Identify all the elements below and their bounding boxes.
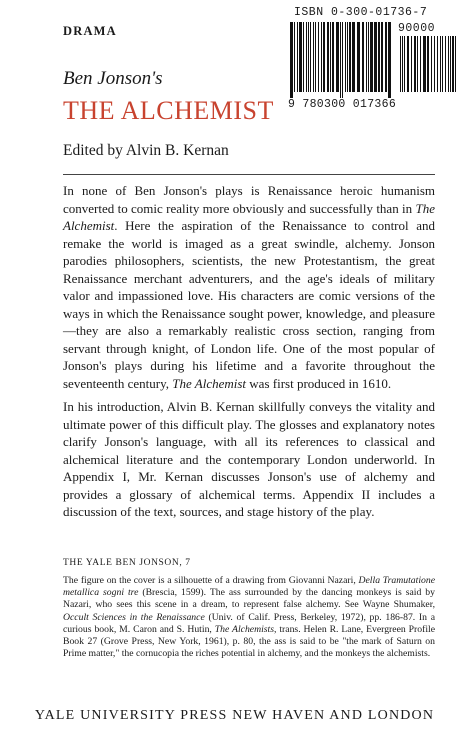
isbn-barcode [288, 6, 460, 118]
barcode-bar [362, 22, 364, 92]
barcode-bar [370, 22, 373, 92]
ean-bars [290, 22, 392, 98]
cover-note-text: (Brescia, 1599). The ass surrounded by the dancing monkeys is said by Nazari, who sees this scene in a dream, to represent false alchemy. See Wayne Shumaker, [63, 587, 435, 611]
barcode-bar [378, 22, 380, 92]
isbn-label: ISBN 0-300-01736-7 [294, 6, 428, 19]
barcode-bar [374, 22, 377, 92]
cover-note [63, 575, 435, 660]
barcode-bar [352, 22, 355, 92]
editor-credit: Edited by Alvin B. Kernan [63, 142, 229, 159]
barcode-bar [400, 36, 401, 92]
barcode-bar [310, 22, 311, 92]
barcode-bar [440, 36, 441, 92]
barcode-bar [294, 22, 295, 92]
cover-note-italic: The Alchemists [214, 623, 275, 635]
barcode-bar [327, 22, 329, 92]
barcode-bar [315, 22, 316, 92]
author-name: Ben Jonson's [63, 68, 163, 89]
barcode-bar [340, 22, 341, 98]
cover-note-text: The figure on the cover is a silhouette of a drawing from Giovanni Nazari, [63, 575, 359, 586]
barcode-bar [313, 22, 314, 92]
cover-note-text: , trans. Helen R. Lane, Evergreen Profile Book 27 (Grove Press, New York, 1961), p. 80, the ass is said to be "the mark of Saturn on Prime matter," the cornucopia the riches potential in alchemy, and the monkeys the alchemists. [63, 623, 436, 660]
barcode-bar [357, 22, 360, 92]
barcode-bar [332, 22, 334, 92]
blurb-paragraph-2: In his introduction, Alvin B. Kernan skillfully conveys the vitality and ultimate power of this difficult play. The glosses and explanatory notes clarify Jonson's language, with all its references to classical and alchemical literature and the contemporary London underworld. In Appendix I, Mr. Kernan discusses Jonson's use of alchemy and provides a glossary of alchemical terms. Appendix II includes a discussion of the text, sources, and stage history of the play. [63, 399, 435, 519]
barcode-bar [423, 36, 426, 92]
ean-digits: 9 780300 017366 [288, 98, 397, 111]
barcode-bar [299, 22, 302, 92]
cover-note-text: (Univ. of Calif. Press, Berkeley, 1972), pp. 186-87. In a curious book, M. Caron and S. Hutin, [63, 611, 435, 635]
barcode-bar [407, 36, 409, 92]
barcode-bar [445, 36, 446, 92]
barcode-bar [308, 22, 309, 92]
barcode-bar [349, 22, 351, 92]
barcode-bar [417, 36, 418, 92]
barcode-bar [431, 36, 432, 92]
barcode-bar [345, 22, 346, 92]
barcode-bar [452, 36, 454, 92]
divider [63, 174, 435, 175]
barcode-bar [306, 22, 307, 92]
cover-note-italic: Della Tramutatione metallica sogni tre [63, 575, 436, 599]
price-addon-bars [400, 36, 456, 98]
barcode-bar [388, 22, 391, 98]
publisher-imprint: YALE UNIVERSITY PRESS NEW HAVEN AND LONDON [34, 708, 435, 723]
barcode-bar [414, 36, 416, 92]
barcode-bar [297, 22, 298, 92]
barcode-bar [434, 36, 435, 92]
blurb-paragraph-1 [63, 182, 435, 392]
barcode-bar [321, 22, 322, 92]
barcode-bar [385, 22, 387, 92]
barcode-bar [411, 36, 412, 92]
barcode-bar [450, 36, 451, 92]
barcode-bar [330, 22, 331, 92]
barcode-bar [368, 22, 369, 92]
blurb-text: In none of Ben Jonson's plays is Renaissance heroic humanism converted to comic reality more obviously and successfully than in [63, 183, 435, 216]
barcode-bar [437, 36, 438, 92]
barcode-bar [448, 36, 449, 92]
barcode-bar [290, 22, 293, 98]
barcode-bar [381, 22, 383, 92]
barcode-bar [303, 22, 304, 92]
play-title-italic: The Alchemist [63, 200, 435, 233]
barcode-bar [347, 22, 348, 92]
series-label: THE YALE BEN JONSON, 7 [63, 558, 191, 568]
barcode-bar [336, 22, 339, 92]
blurb-text: . Here the aspiration of the Renaissance to control and remake the world is imaged as a great swindle, alchemy. Jonson parodies philosophers, scientists, the new Protestantism, the great Renaissance merchant adventurers, and the age's ideals of military valor and impassioned love. His characters are comic versions of the ways in which the Renaissance sought power, knowledge, and pleasure—they are also a remarkably realistic cross section, ranging from servant through knight, of London life. One of the most popular of Jonson's plays during his lifetime and a favorite throughout the seventeenth century, [63, 218, 435, 391]
barcode-bar [455, 36, 456, 92]
barcode-bar [404, 36, 405, 92]
barcode-bar [442, 36, 443, 92]
barcode-bar [323, 22, 325, 92]
play-title-italic: The Alchemist [172, 375, 247, 391]
barcode-bar [342, 22, 343, 98]
price-code: 90000 [398, 22, 436, 35]
blurb-text: was first produced in 1610. [246, 375, 392, 391]
barcode-bar [318, 22, 319, 92]
book-title: THE ALCHEMIST [63, 96, 274, 125]
cover-note-italic: Occult Sciences in the Renaissance [63, 611, 205, 623]
barcode-bar [402, 36, 403, 92]
category-label: DRAMA [63, 24, 117, 38]
barcode-bar [420, 36, 421, 92]
blurb [63, 182, 435, 527]
barcode-bar [366, 22, 367, 92]
barcode-bar [427, 36, 429, 92]
